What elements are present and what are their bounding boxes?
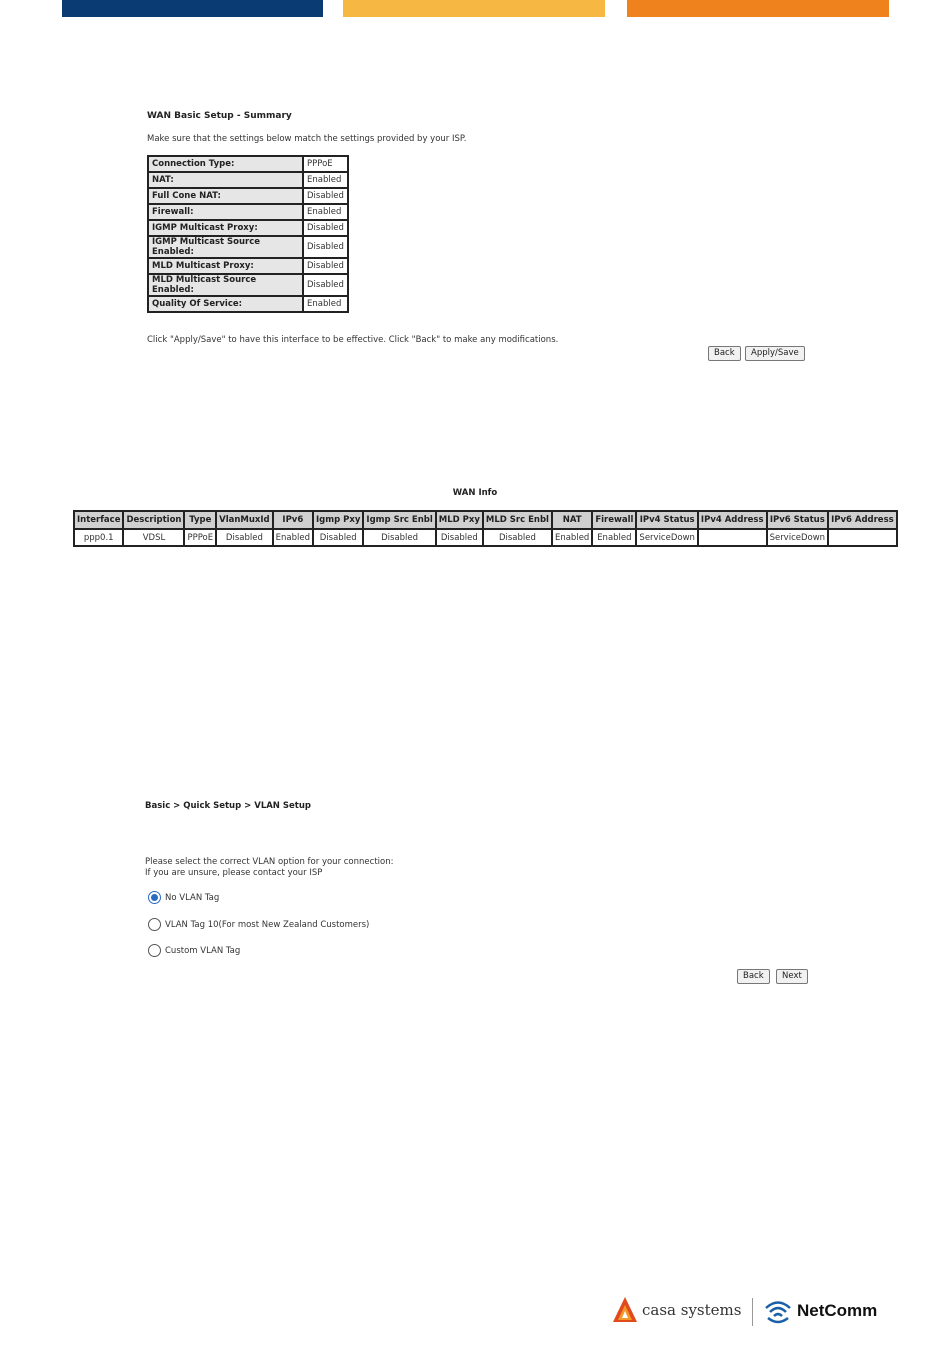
radio-label: VLAN Tag 10(For most New Zealand Customers)	[165, 919, 370, 930]
apply-save-button[interactable]: Apply/Save	[745, 346, 805, 361]
radio-selected-icon[interactable]	[148, 891, 161, 904]
back-button[interactable]: Back	[708, 346, 741, 361]
summary-footer-note: Click "Apply/Save" to have this interface to be effective. Click "Back" to make any modifications.	[147, 335, 559, 345]
column-header: Firewall	[592, 511, 636, 529]
column-header: Igmp Src Enbl	[363, 511, 435, 529]
table-cell: PPPoE	[184, 529, 216, 546]
summary-table	[147, 155, 349, 313]
column-header: IPv4 Address	[698, 511, 767, 529]
table-row	[148, 204, 348, 220]
summary-label: Quality Of Service:	[148, 296, 303, 312]
table-cell: Disabled	[216, 529, 273, 546]
radio-unselected-icon[interactable]	[148, 944, 161, 957]
column-header: Igmp Pxy	[313, 511, 363, 529]
table-row	[148, 236, 348, 258]
table-cell: Disabled	[436, 529, 483, 546]
summary-value: Enabled	[303, 296, 348, 312]
netcomm-logo	[764, 1298, 877, 1324]
column-header: NAT	[552, 511, 592, 529]
table-cell	[698, 529, 767, 546]
radio-no-vlan-tag[interactable]	[148, 891, 219, 904]
summary-value: Enabled	[303, 204, 348, 220]
table-cell: Disabled	[363, 529, 435, 546]
table-row	[74, 529, 897, 546]
column-header: IPv6 Status	[767, 511, 829, 529]
column-header: VlanMuxId	[216, 511, 273, 529]
table-cell: Disabled	[483, 529, 552, 546]
header-bar-blue	[62, 0, 323, 17]
table-row	[148, 188, 348, 204]
table-header-row	[74, 511, 897, 529]
netcomm-wifi-icon	[764, 1298, 792, 1324]
summary-label: IGMP Multicast Proxy:	[148, 220, 303, 236]
radio-unselected-icon[interactable]	[148, 918, 161, 931]
vlan-instruction-1: Please select the correct VLAN option for your connection:	[145, 857, 394, 867]
summary-label: MLD Multicast Proxy:	[148, 258, 303, 274]
header-bar-orange	[627, 0, 889, 17]
radio-label: Custom VLAN Tag	[165, 945, 241, 956]
table-cell: ServiceDown	[767, 529, 829, 546]
summary-label: NAT:	[148, 172, 303, 188]
column-header: IPv6 Address	[828, 511, 897, 529]
column-header: Description	[123, 511, 184, 529]
netcomm-logo-text: NetComm	[797, 1301, 878, 1320]
table-cell: ServiceDown	[636, 529, 698, 546]
logo-divider	[752, 1298, 753, 1326]
column-header: IPv6	[273, 511, 313, 529]
table-row	[148, 172, 348, 188]
table-cell: Enabled	[592, 529, 636, 546]
summary-value: Disabled	[303, 236, 348, 258]
summary-value: PPPoE	[303, 156, 348, 172]
summary-label: Connection Type:	[148, 156, 303, 172]
summary-label: Firewall:	[148, 204, 303, 220]
summary-label: Full Cone NAT:	[148, 188, 303, 204]
vlan-instruction-2: If you are unsure, please contact your ISP	[145, 868, 323, 878]
wan-info-table	[73, 510, 898, 547]
radio-custom-vlan-tag[interactable]	[148, 944, 240, 957]
table-cell: Enabled	[273, 529, 313, 546]
radio-label: No VLAN Tag	[165, 892, 220, 903]
table-cell: Enabled	[552, 529, 592, 546]
vlan-back-button[interactable]: Back	[737, 969, 770, 984]
table-cell: VDSL	[123, 529, 184, 546]
column-header: Type	[184, 511, 216, 529]
column-header: IPv4 Status	[636, 511, 698, 529]
casa-systems-logo	[612, 1296, 741, 1324]
summary-value: Disabled	[303, 258, 348, 274]
column-header: MLD Pxy	[436, 511, 483, 529]
casa-triangle-icon	[612, 1296, 638, 1324]
table-cell: Disabled	[313, 529, 363, 546]
radio-vlan-tag-10[interactable]	[148, 918, 369, 931]
header-bar-yellow	[343, 0, 605, 17]
summary-label: IGMP Multicast Source Enabled:	[148, 236, 303, 258]
table-cell	[828, 529, 897, 546]
summary-value: Disabled	[303, 220, 348, 236]
breadcrumb: Basic > Quick Setup > VLAN Setup	[145, 801, 311, 811]
summary-title: WAN Basic Setup - Summary	[147, 111, 292, 121]
table-row	[148, 296, 348, 312]
table-row	[148, 220, 348, 236]
table-cell: ppp0.1	[74, 529, 123, 546]
casa-logo-text: casa systems	[642, 1301, 742, 1319]
column-header: MLD Src Enbl	[483, 511, 552, 529]
table-row	[148, 274, 348, 296]
table-row	[148, 258, 348, 274]
column-header: Interface	[74, 511, 123, 529]
wan-info-title: WAN Info	[452, 488, 498, 498]
summary-value: Disabled	[303, 188, 348, 204]
next-button[interactable]: Next	[776, 969, 808, 984]
summary-value: Enabled	[303, 172, 348, 188]
table-row	[148, 156, 348, 172]
summary-intro: Make sure that the settings below match the settings provided by your ISP.	[147, 134, 467, 144]
summary-label: MLD Multicast Source Enabled:	[148, 274, 303, 296]
summary-value: Disabled	[303, 274, 348, 296]
